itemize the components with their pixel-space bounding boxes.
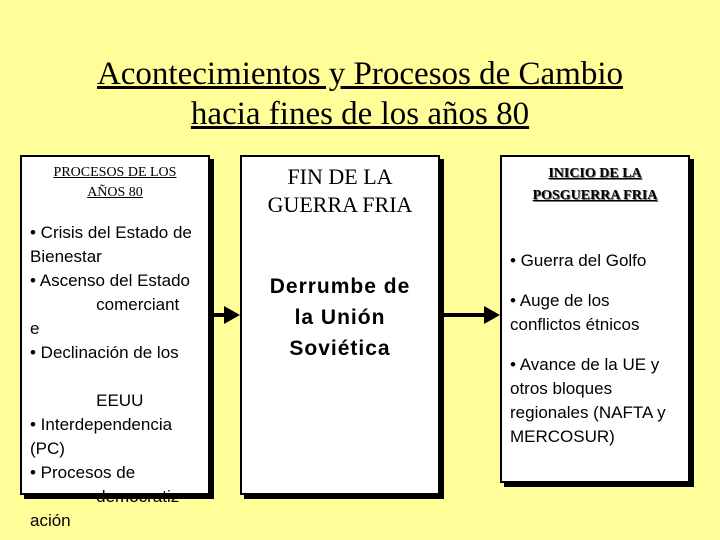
list-item: • Declinación de los EEUU — [30, 343, 179, 410]
list-item: • Interdependencia (PC) — [30, 415, 177, 458]
soviet-collapse-text — [242, 271, 438, 364]
end-cold-war-box — [240, 155, 440, 495]
end-cold-war-heading — [242, 163, 438, 219]
end-cold-war-heading-line-2: GUERRA FRIA — [267, 192, 413, 217]
title-line-1: Acontecimientos y Procesos de Cambio — [96, 56, 624, 92]
right-arrow-icon — [444, 309, 500, 321]
processes-box — [20, 155, 230, 530]
post-cold-war-list — [502, 249, 688, 449]
title-line-2: hacia fines de los años 80 — [190, 96, 530, 132]
processes-heading-line-2: AÑOS 80 — [87, 185, 143, 200]
end-cold-war-heading-line-1: FIN DE LA — [287, 164, 393, 189]
soviet-collapse-line-2: la Unión — [294, 306, 386, 329]
post-cold-war-box — [500, 155, 690, 483]
soviet-collapse-line-3: Soviética — [289, 337, 391, 360]
post-cold-war-heading-line-2: POSGUERRA FRIA — [532, 188, 658, 203]
list-item: • Guerra del Golfo — [510, 251, 647, 270]
slide-title — [0, 54, 720, 134]
processes-heading-line-1: PROCESOS DE LOS — [53, 165, 177, 180]
processes-heading — [22, 163, 208, 203]
right-arrow-icon — [212, 309, 240, 321]
soviet-collapse-line-1: Derrumbe de — [269, 275, 411, 298]
list-item: • Ascenso del Estado comerciant e — [30, 271, 190, 338]
processes-list — [22, 221, 230, 533]
list-item: • Avance de la UE y otros bloques regionales (NAFTA y MERCOSUR) — [510, 355, 666, 446]
list-item: • Auge de los conflictos étnicos — [510, 291, 640, 334]
list-item: • Crisis del Estado de Bienestar — [30, 223, 230, 266]
post-cold-war-heading-line-1: INICIO DE LA — [548, 166, 642, 181]
list-item: • Procesos de democratiz ación — [30, 463, 180, 530]
post-cold-war-heading — [502, 163, 688, 207]
